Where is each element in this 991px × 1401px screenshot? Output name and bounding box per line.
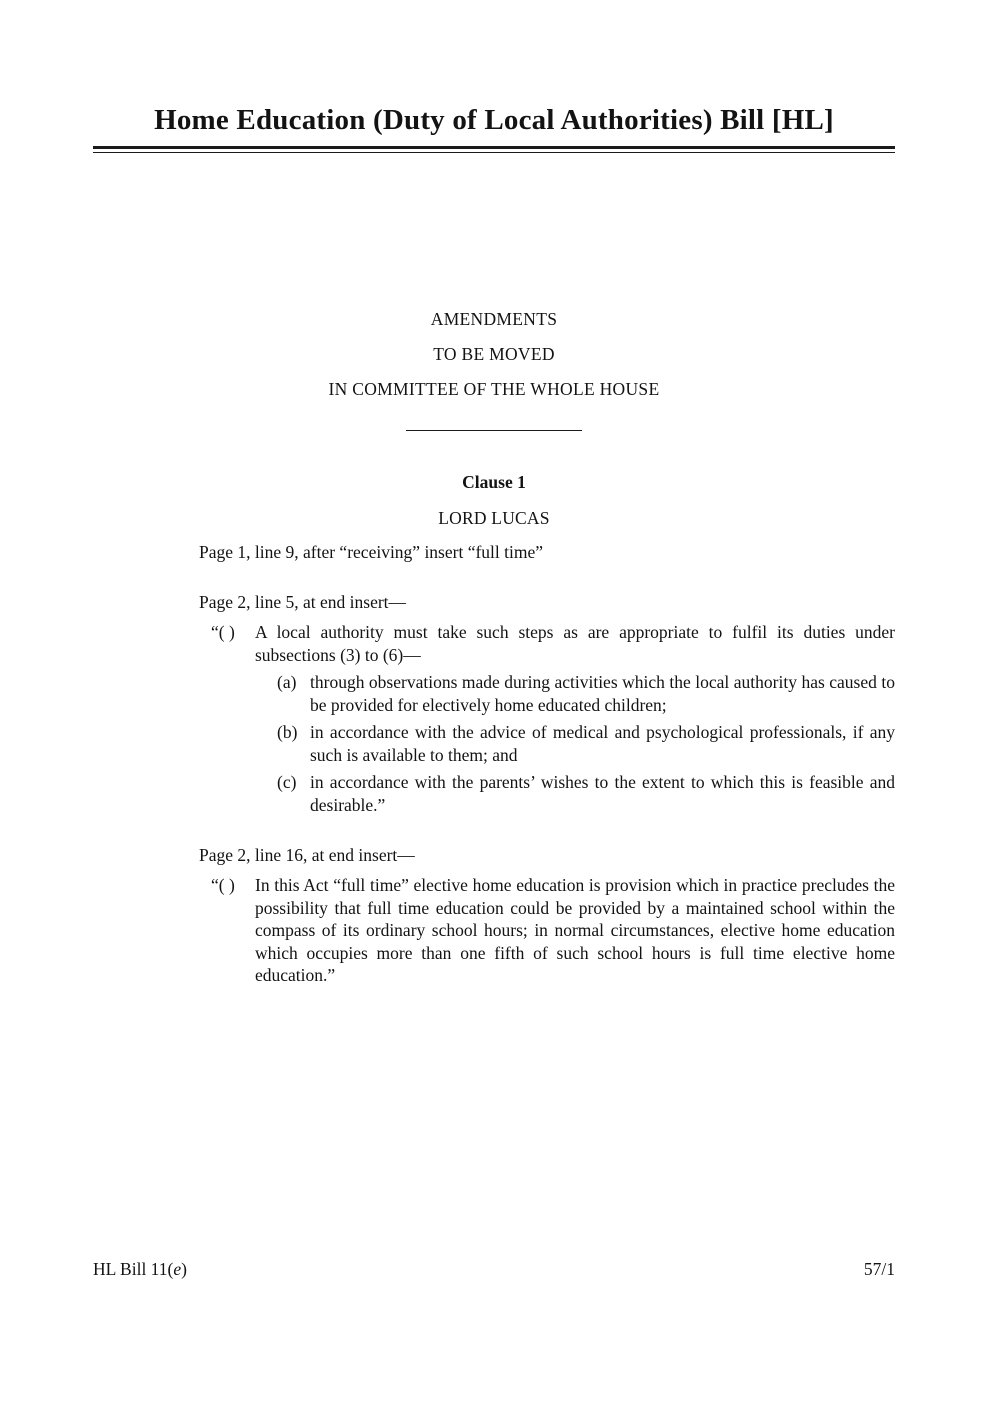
bill-reference-italic: e xyxy=(173,1259,182,1279)
bill-reference-prefix: HL Bill 11( xyxy=(93,1259,174,1279)
amendments-header-line-3: IN COMMITTEE OF THE WHOLE HOUSE xyxy=(328,379,660,399)
amendment-instruction-3: Page 2, line 16, at end insert— xyxy=(199,845,415,865)
amendment-2-lead-text: A local authority must take such steps as are appropriate to fulfil its duties under subsections (3) to (6)— xyxy=(255,622,895,665)
amendment-instruction-1: Page 1, line 9, after “receiving” insert “full time” xyxy=(199,542,544,562)
amendment-2-body xyxy=(93,621,895,666)
clause-heading: Clause 1 xyxy=(462,472,526,492)
bill-title: Home Education (Duty of Local Authorities) Bill [HL] xyxy=(154,104,834,136)
bill-reference xyxy=(93,1258,187,1280)
title-double-rule xyxy=(93,146,895,153)
amendments-header-line-2: TO BE MOVED xyxy=(433,344,555,364)
amendment-3-marker: “( ) xyxy=(211,875,235,895)
amendment-2-subitem-b xyxy=(93,721,895,766)
amendment-number: 57/1 xyxy=(863,1259,895,1279)
amendment-2-subitem-c-label: (c) xyxy=(277,772,297,792)
amendment-3-body xyxy=(93,874,895,987)
page-footer xyxy=(93,1258,895,1280)
amendment-3-lead-text: In this Act “full time” elective home education is provision which in practice precludes the possibility that full time education could be provided by a maintained school within the compass of its ordinary school hours; in normal circumstances, elective home education which occupies more than one fifth of such school hours is full time elective home education.” xyxy=(255,875,895,985)
amendments-header-line-1: AMENDMENTS xyxy=(430,309,558,329)
amendment-2-subitem-b-text: in accordance with the advice of medical and psychological professionals, if any such is available to them; and xyxy=(310,722,895,765)
amendment-2-subitem-b-label: (b) xyxy=(277,722,298,742)
amendment-2-marker: “( ) xyxy=(211,622,235,642)
document-content xyxy=(93,0,895,987)
amendments-header xyxy=(93,153,895,400)
amendment-instruction-2: Page 2, line 5, at end insert— xyxy=(199,592,407,612)
amendment-2-subitem-a-text: through observations made during activities which the local authority has caused to be provided for electively home educated children; xyxy=(310,672,895,715)
amendment-2-subitem-c-text: in accordance with the parents’ wishes to the extent to which this is feasible and desirable.” xyxy=(310,772,895,815)
section-divider-rule xyxy=(406,430,582,431)
clause-mover-name: LORD LUCAS xyxy=(438,508,550,528)
amendment-2-subitem-a-label: (a) xyxy=(277,672,297,692)
amendment-2-subitem-a xyxy=(93,671,895,716)
bill-reference-suffix: ) xyxy=(181,1259,187,1279)
amendment-2-subitem-c xyxy=(93,771,895,816)
